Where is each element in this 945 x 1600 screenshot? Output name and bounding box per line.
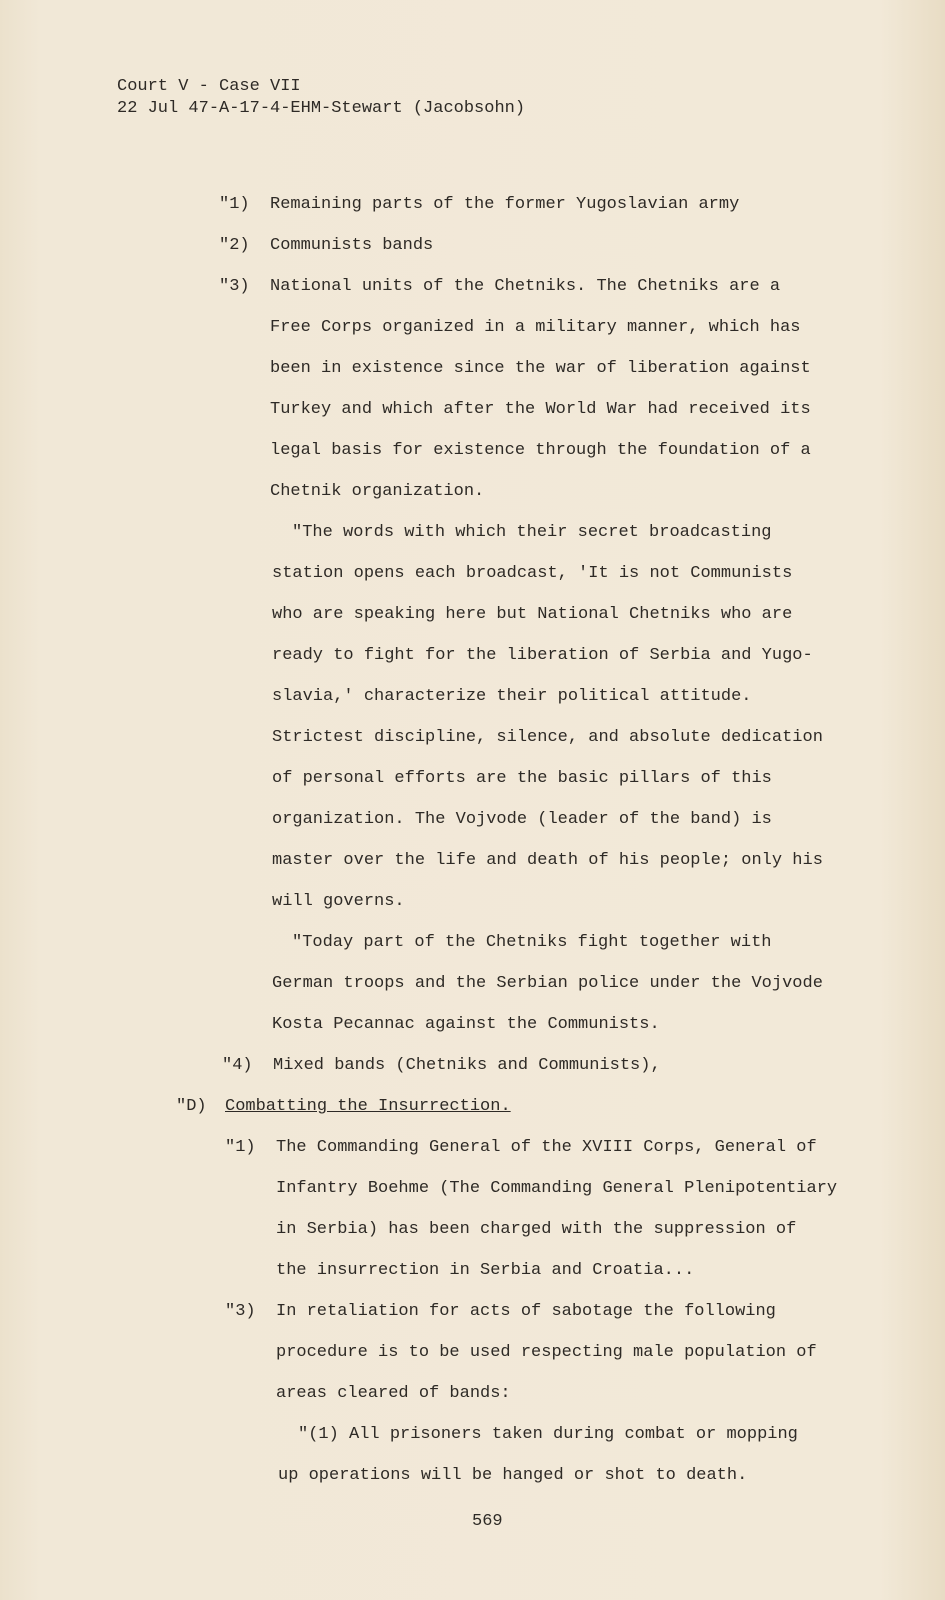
item-3-line: legal basis for existence through the foundation of a	[270, 441, 811, 460]
item-4-number: "4)	[222, 1056, 253, 1075]
d1-line: Infantry Boehme (The Commanding General Plenipotentiary	[276, 1179, 838, 1198]
para1-line: Strictest discipline, silence, and absolute dedication	[272, 728, 823, 747]
para2-line: "Today part of the Chetniks fight together with	[292, 933, 772, 952]
header-court-case: Court V - Case VII	[117, 77, 301, 96]
item-3-line: been in existence since the war of liberation against	[270, 359, 811, 378]
item-3-line: Free Corps organized in a military manner, which has	[270, 318, 801, 337]
d1-line: the insurrection in Serbia and Croatia...	[276, 1261, 695, 1280]
item-3-line: Chetnik organization.	[270, 482, 485, 501]
document-header	[117, 76, 525, 120]
para1-line: organization. The Vojvode (leader of the band) is	[272, 810, 772, 829]
para1-line: "The words with which their secret broadcasting	[292, 523, 772, 542]
item-1-text: Remaining parts of the former Yugoslavian army	[270, 195, 740, 214]
d3-line: areas cleared of bands:	[276, 1384, 511, 1403]
section-d-number: "D)	[176, 1097, 207, 1116]
para1-line: station opens each broadcast, 'It is not Communists	[272, 564, 793, 583]
item-3-line: Turkey and which after the World War had received its	[270, 400, 811, 419]
header-date-reference: 22 Jul 47-A-17-4-EHM-Stewart (Jacobsohn)	[117, 99, 526, 118]
item-2-number: "2)	[219, 236, 250, 255]
d1-number: "1)	[225, 1138, 256, 1157]
d3-line: procedure is to be used respecting male population of	[276, 1343, 817, 1362]
d1-line: in Serbia) has been charged with the suppression of	[276, 1220, 797, 1239]
item-3-line: National units of the Chetniks. The Chetniks are a	[270, 277, 781, 296]
item-4-text: Mixed bands (Chetniks and Communists),	[273, 1056, 661, 1075]
item-3-number: "3)	[219, 277, 250, 296]
para1-line: master over the life and death of his people; only his	[272, 851, 823, 870]
item-1-number: "1)	[219, 195, 250, 214]
para2-line: Kosta Pecannac against the Communists.	[272, 1015, 660, 1034]
para1-line: of personal efforts are the basic pillars of this	[272, 769, 772, 788]
d3-line: In retaliation for acts of sabotage the following	[276, 1302, 776, 1321]
d3-number: "3)	[225, 1302, 256, 1321]
para1-line: will governs.	[272, 892, 405, 911]
section-d-title: Combatting the Insurrection.	[225, 1097, 511, 1116]
page-number: 569	[472, 1512, 503, 1531]
para2-line: German troops and the Serbian police under the Vojvode	[272, 974, 823, 993]
sub1-line: "(1) All prisoners taken during combat or mopping	[298, 1425, 798, 1444]
item-2-text: Communists bands	[270, 236, 434, 255]
para1-line: ready to fight for the liberation of Serbia and Yugo-	[272, 646, 813, 665]
para1-line: slavia,' characterize their political attitude.	[272, 687, 752, 706]
para1-line: who are speaking here but National Chetniks who are	[272, 605, 793, 624]
d1-line: The Commanding General of the XVIII Corps, General of	[276, 1138, 817, 1157]
sub1-line: up operations will be hanged or shot to death.	[278, 1466, 748, 1485]
